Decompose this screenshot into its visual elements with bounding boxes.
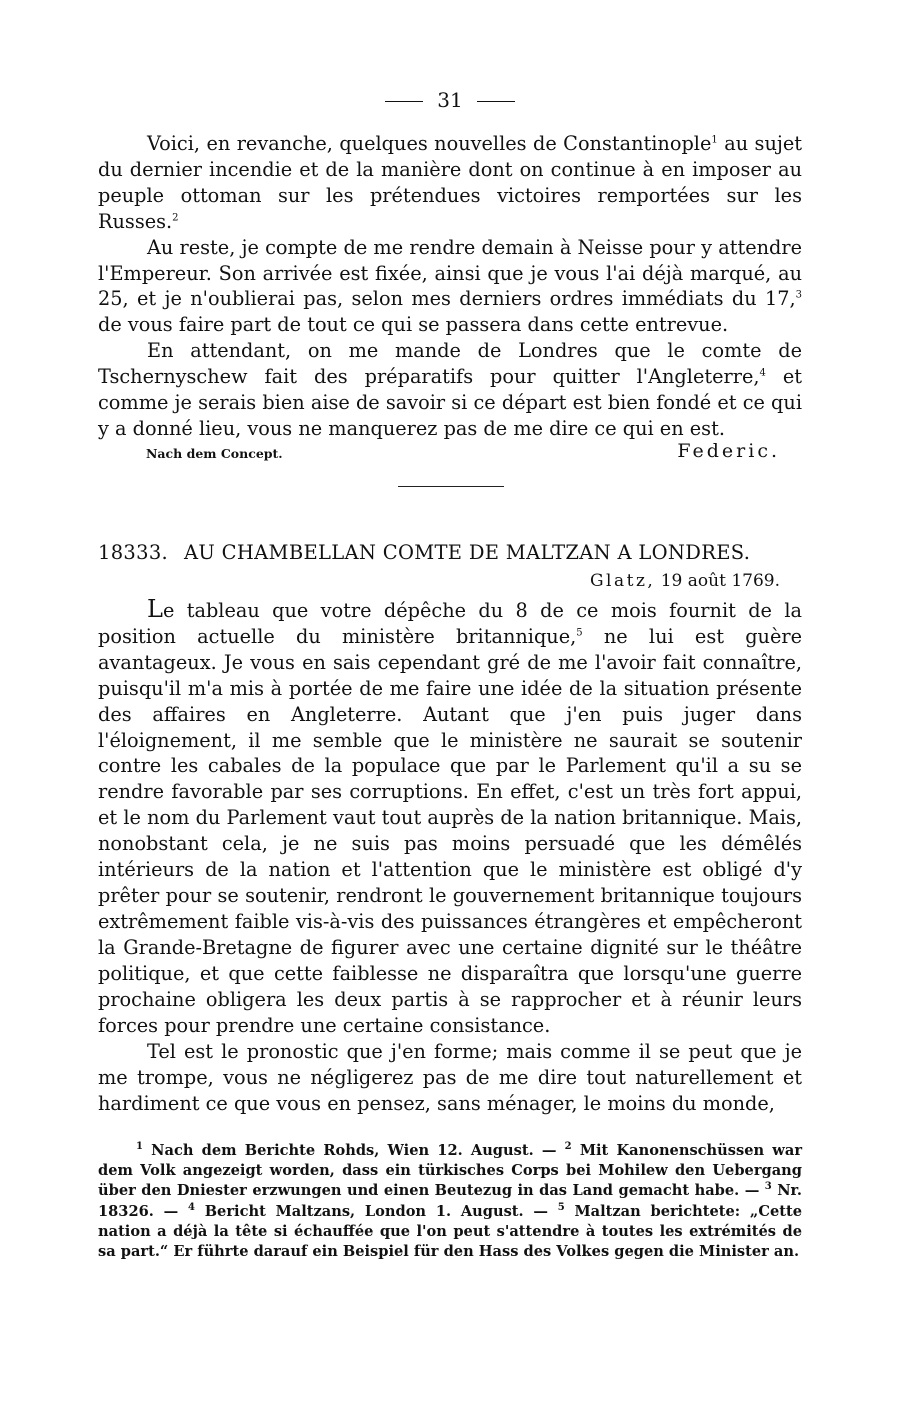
footnote-marker[interactable]: 3 <box>764 1181 772 1193</box>
body-paragraph <box>98 597 802 1038</box>
footnote-paragraph <box>98 1141 802 1262</box>
letter-dateline <box>590 570 780 592</box>
text-run: Voici, en revanche, quelques nouvelles de Constantinople <box>147 132 712 155</box>
footnote-marker[interactable]: 1 <box>711 134 718 146</box>
body-paragraph <box>98 1039 802 1117</box>
footnotes <box>98 1141 802 1262</box>
text-run: Nach dem Berichte Rohds, Wien 12. August. — <box>142 1142 565 1159</box>
body-paragraph <box>98 235 802 339</box>
page-number: 31 <box>437 88 463 112</box>
text-run: Tel est le pronostic que j'en forme; mais comme il se peut que je me trompe, vous ne négligerez pas de me dire tout naturellement et hardiment ce que vous en pensez, sans ménager, le moins du monde, <box>98 1040 802 1115</box>
footnote-marker[interactable]: 5 <box>557 1201 565 1213</box>
header-rule-left <box>385 101 423 102</box>
text-run: ne lui est guère avantageux. Je vous en sais cependant gré de me l'avoir fait connaître, puisqu'il m'a mis à portée de me faire une idée de la situation présente des affaires en Angleterre. Autant que j'en puis juger dans l'éloignement, il me semble que le ministère ne saurait se soutenir contre les cabales de la populace que par le Parlement qu'il a su se rendre favorable par ses corruptions. En effet, c'est un très fort appui, et le nom du Parlement vaut tout auprès de la nation britannique. Mais, nonobstant cela, je ne suis pas moins persuadé que les démêlés intérieurs de la nation et l'attention que le ministère est obligé d'y prêter pour se soutenir, rendront le gouvernement britannique toujours extrêmement faible vis-à-vis des puissances étrangères et empêcheront la Grande-Bretagne de figurer avec une certaine dignité sur le théâtre politique, et que cette faiblesse ne disparaîtra que lorsqu'une guerre prochaine obligera les deux partis à se rapprocher et à réunir leurs forces pour prendre une certaine consistance. <box>98 624 802 1037</box>
text-run: Au reste, je compte de me rendre demain à Neisse pour y attendre l'Empereur. Son arrivée est fixée, ainsi que je vous l'ai déjà marqué, au 25, et je n'oublierai pas, selon mes derniers ordres immédiats du 17, <box>98 235 802 311</box>
letter-recipient: AU CHAMBELLAN COMTE DE MALTZAN A LONDRES. <box>184 541 751 564</box>
signature: Federic. <box>677 440 780 462</box>
letter-place: Glatz, <box>589 571 656 591</box>
footnote-marker[interactable]: 2 <box>172 212 179 224</box>
previous-letter-body <box>98 131 802 442</box>
text-run: Nr. 18326. — <box>98 1182 802 1220</box>
body-paragraph <box>98 338 802 442</box>
letter-body-continued <box>98 1039 802 1117</box>
text-run: au sujet du dernier incendie et de la manière dont on continue à en imposer au peuple ottoman sur les prétendues victoires remportées sur les Russes. <box>98 132 802 233</box>
letter-date: 19 août 1769. <box>660 571 780 591</box>
source-note: Nach dem Concept. <box>146 446 283 461</box>
letter-heading <box>98 540 802 566</box>
text-run: Maltzan berichtete: „Cette nation a déjà la tête si échauffée que l'on peut s'attendre à toutes les extrémités de sa part.“ Er führte darauf ein Beispiel für den Hass des Volkes gegen die Minister an. <box>98 1202 802 1261</box>
closing-line <box>98 440 802 466</box>
text-run: En attendant, on me mande de Londres que le comte de Tschernyschew fait des préparatifs pour quitter l'Angleterre, <box>98 339 802 389</box>
footnote-marker[interactable]: 3 <box>795 290 802 302</box>
page-header <box>0 88 900 112</box>
text-run: de vous faire part de tout ce qui se passera dans cette entrevue. <box>98 313 729 337</box>
letter-body <box>98 597 802 1038</box>
footnote-marker[interactable]: 4 <box>759 367 766 379</box>
header-rule-right <box>477 101 515 102</box>
text-run: Bericht Maltzans, London 1. August. — <box>194 1202 558 1220</box>
footnote-marker[interactable]: 1 <box>136 1141 143 1153</box>
text-run: Le tableau que votre dépêche du 8 de ce mois fournit de la position actuelle du ministère britannique, <box>98 595 802 648</box>
body-paragraph <box>98 131 802 235</box>
footnote-marker[interactable]: 2 <box>564 1141 572 1153</box>
footnote-marker[interactable]: 5 <box>576 627 583 639</box>
text-run: et comme je serais bien aise de savoir si ce départ est bien fondé et ce qui y a donné lieu, vous ne manquerez pas de me dire ce qui en est. <box>98 365 802 440</box>
section-divider <box>398 486 504 487</box>
footnote-marker[interactable]: 4 <box>187 1201 195 1213</box>
letter-number: 18333. <box>98 541 169 564</box>
text-run: Mit Kanonenschüssen war dem Volk angezeigt worden, dass ein türkisches Corps bei Mohilew den Uebergang über den Dniester erzwungen und einen Beutezug in das Land gemacht habe. — <box>98 1142 803 1200</box>
